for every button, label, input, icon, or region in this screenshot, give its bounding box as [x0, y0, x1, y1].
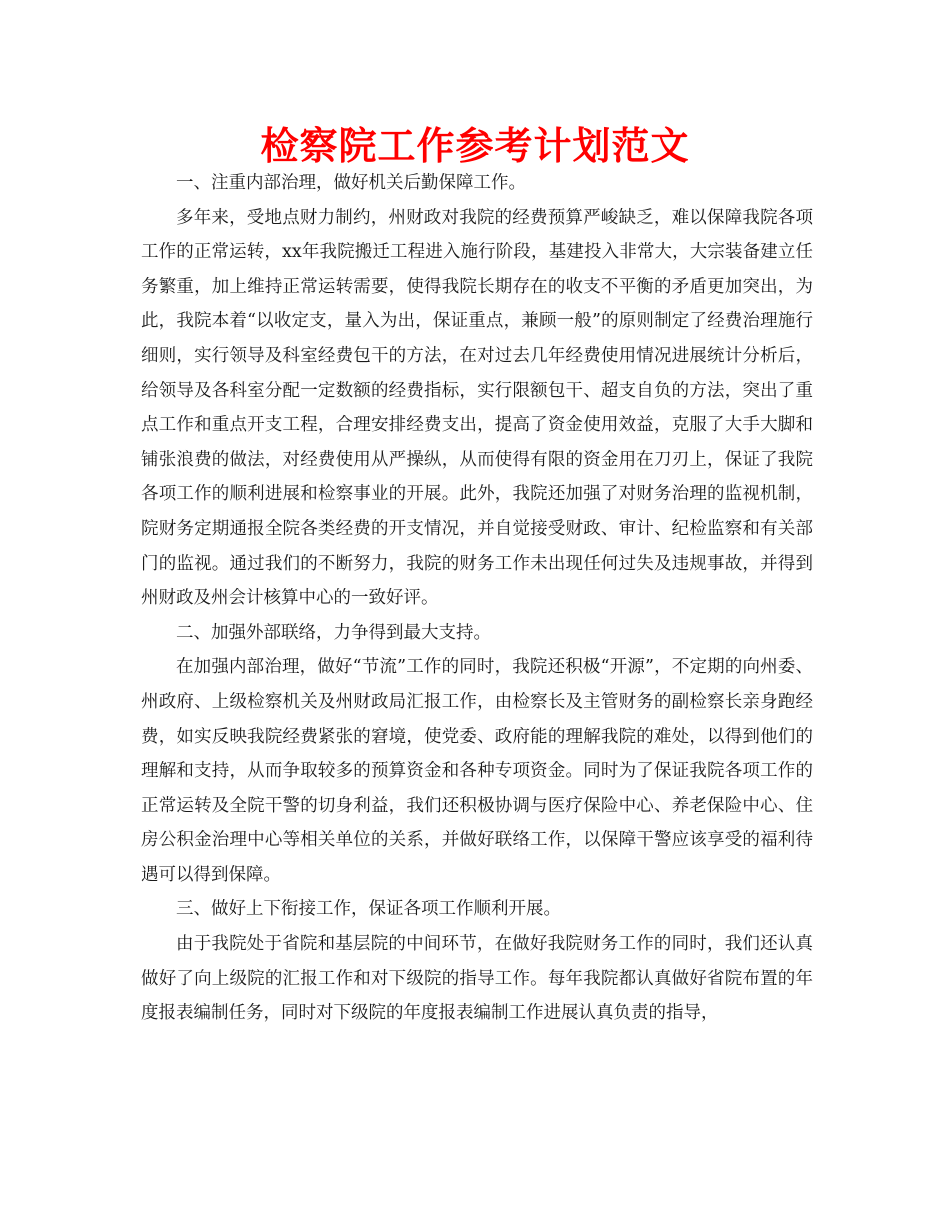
section-paragraph-1: 多年来，受地点财力制约，州财政对我院的经费预算严峻缺乏，难以保障我院各项工作的正常运转，xx年我院搬迁工程进入施行阶段，基建投入非常大，大宗装备建立任务繁重，加上维持正常运转需要，使得我院长期存在的收支不平衡的矛盾更加突出，为此，我院本着“以收定支，量入为出，保证重点，兼顾一般”的原则制定了经费治理施行细则，实行领导及科室经费包干的方法，在对过去几年经费使用情况进展统计分析后，给领导及各科室分配一定数额的经费指标，实行限额包干、超支自负的方法，突出了重点工作和重点开支工程，合理安排经费支出，提高了资金使用效益，克服了大手大脚和铺张浪费的做法，对经费使用从严操纵，从而使得有限的资金用在刀刃上，保证了我院各项工作的顺利进展和检察事业的开展。此外，我院还加强了对财务治理的监视机制，院财务定期通报全院各类经费的开支情况，并自觉接受财政、审计、纪检监察和有关部门的监视。通过我们的不断努力，我院的财务工作未出现任何过失及违规事故，并得到州财政及州会计核算中心的一致好评。	[141, 207, 813, 609]
section-heading-2: 二、加强外部联络，力争得到最大支持。	[176, 622, 491, 643]
section-paragraph-2: 在加强内部治理，做好“节流”工作的同时，我院还积极“开源”，不定期的向州委、州政府、上级检察机关及州财政局汇报工作，由检察长及主管财务的副检察长亲身跑经费，如实反映我院经费紧张的窘境，使党委、政府能的理解我院的难处，以得到他们的理解和支持，从而争取较多的预算资金和各种专项资金。同时为了保证我院各项工作的正常运转及全院干警的切身利益，我们还积极协调与医疗保险中心、养老保险中心、住房公积金治理中心等相关单位的关系，并做好联络工作，以保障干警应该享受的福利待遇可以得到保障。	[141, 657, 813, 885]
document-body	[141, 166, 813, 1031]
section-paragraph-3: 由于我院处于省院和基层院的中间环节，在做好我院财务工作的同时，我们还认真做好了向上级院的汇报工作和对下级院的指导工作。每年我院都认真做好省院布置的年度报表编制任务，同时对下级院的年度报表编制工作进展认真负责的指导，	[141, 934, 813, 1024]
document-title: 检察院工作参考计划范文	[260, 124, 690, 168]
section-heading-3: 三、做好上下衔接工作，保证各项工作顺利开展。	[176, 899, 561, 920]
section-heading-1: 一、注重内部治理，做好机关后勤保障工作。	[176, 173, 526, 193]
